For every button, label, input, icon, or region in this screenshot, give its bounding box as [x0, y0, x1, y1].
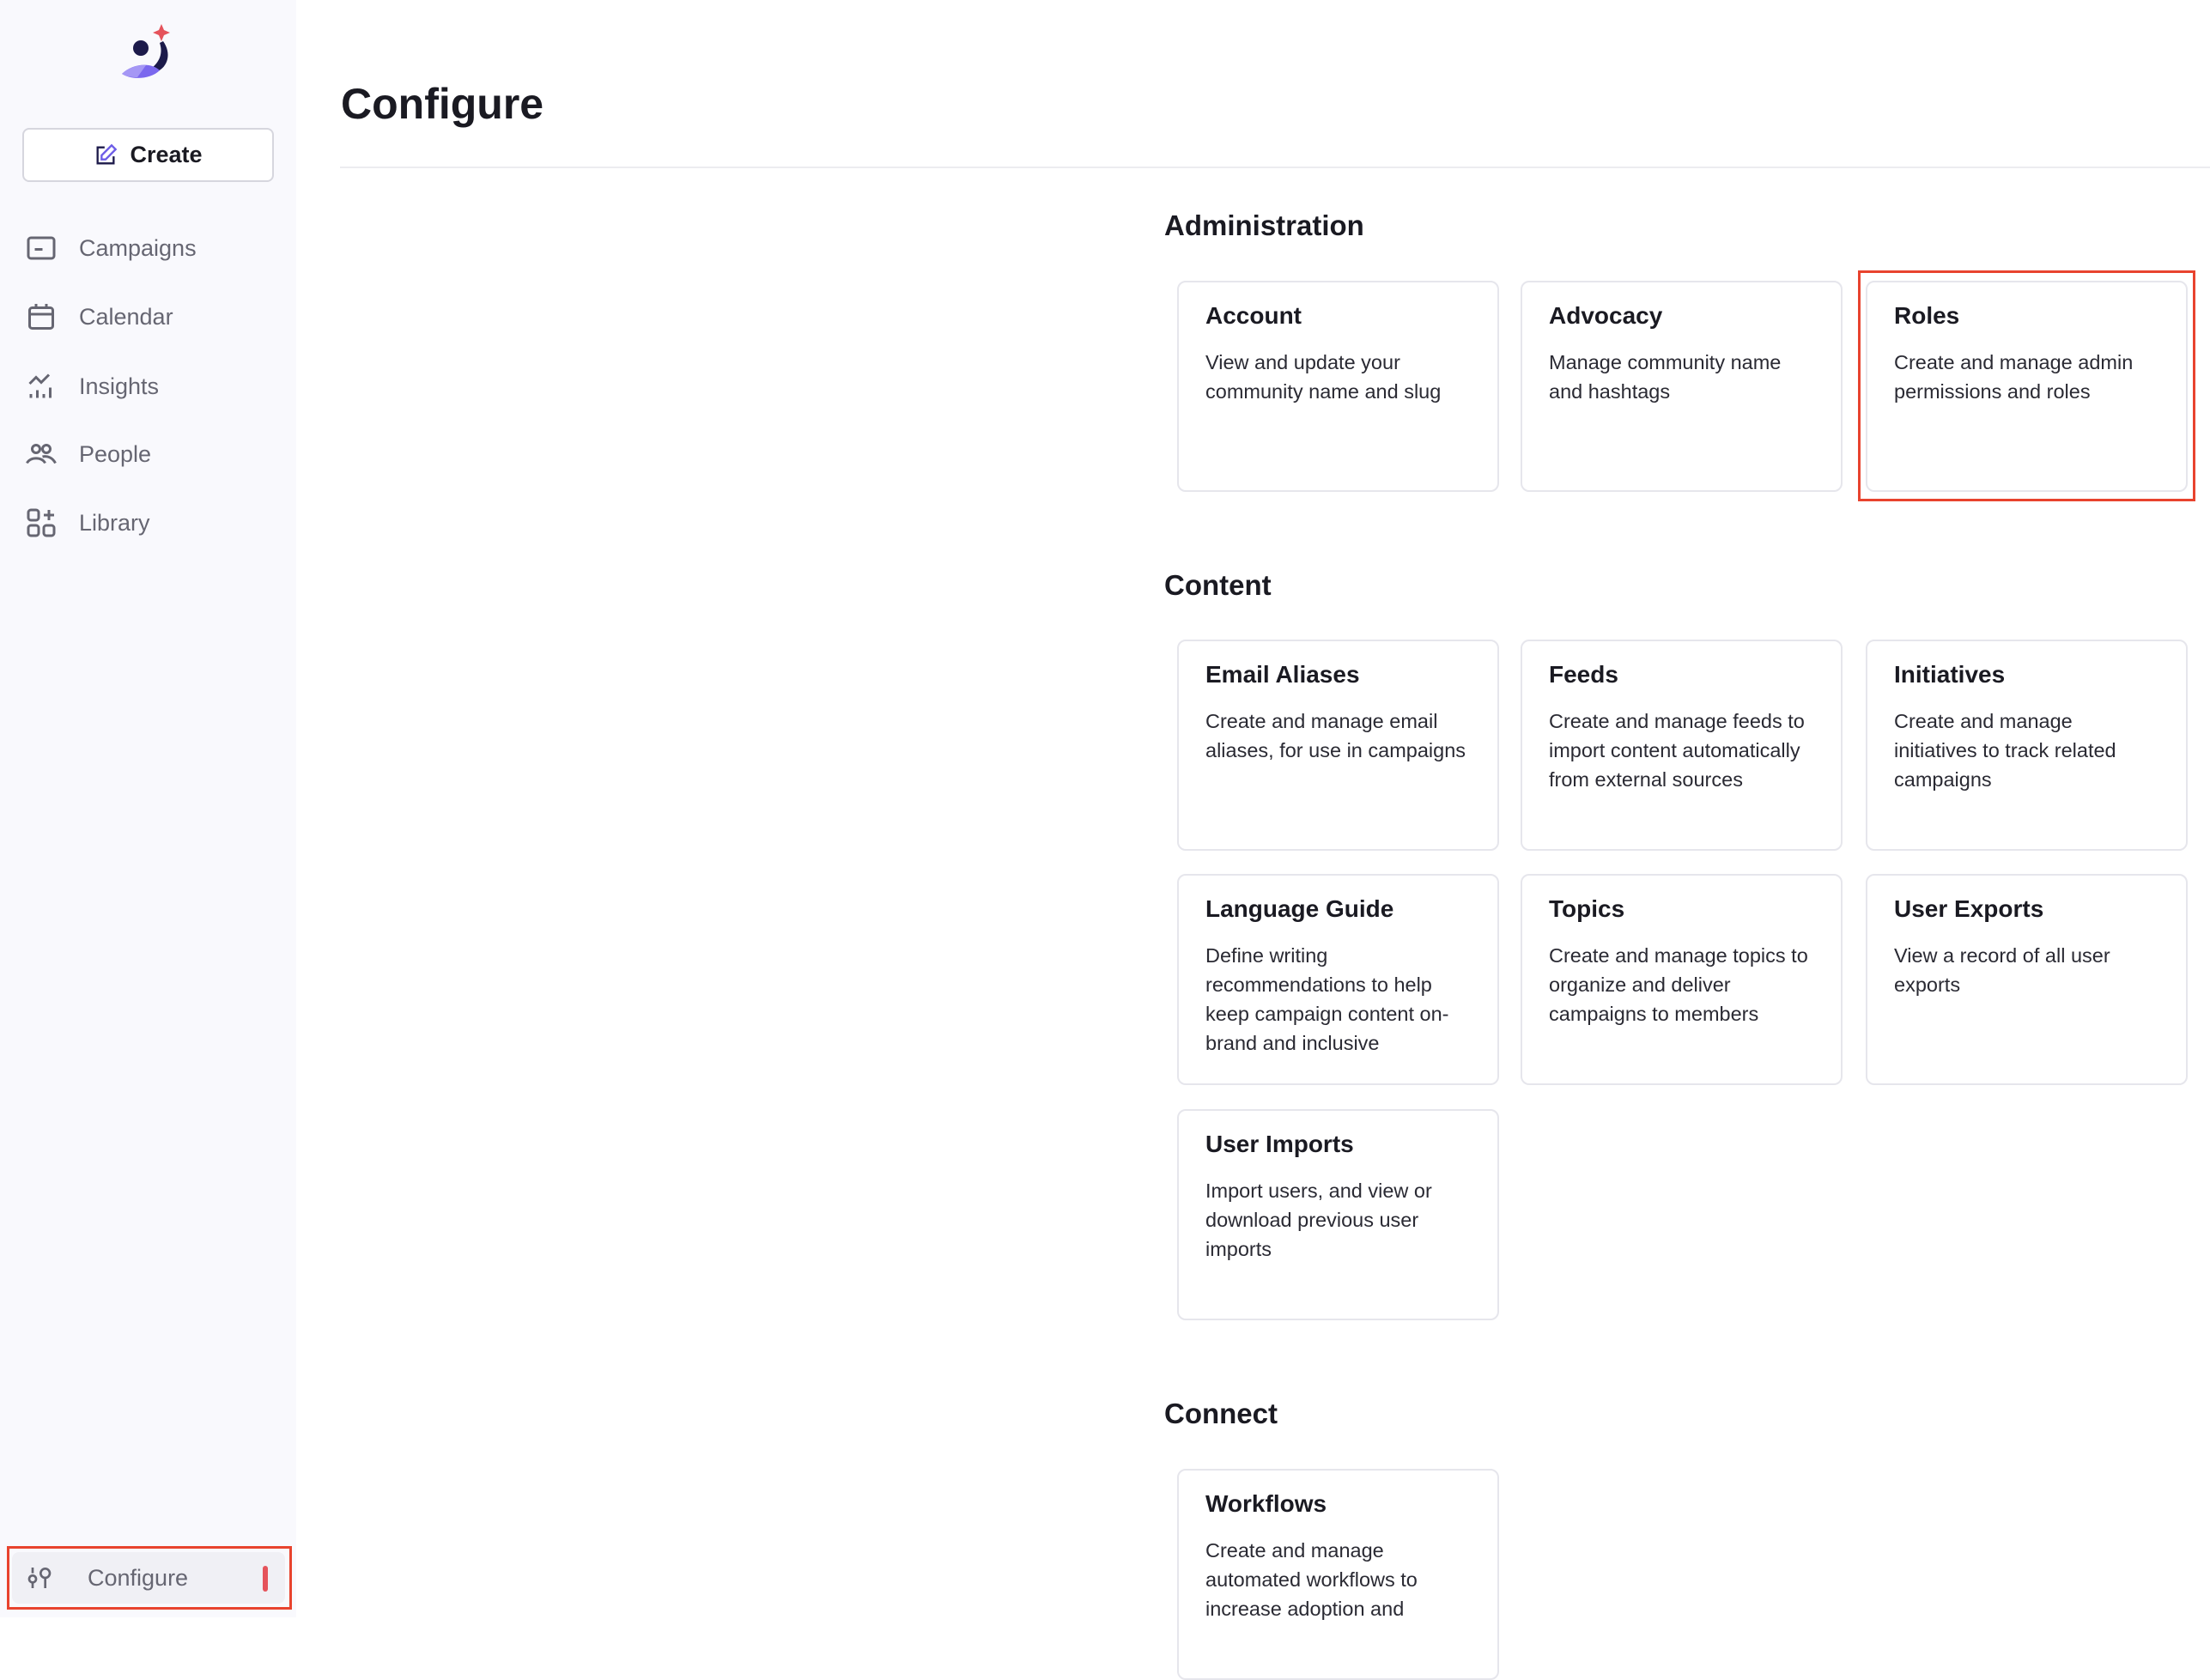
sidebar-item-label: Calendar: [79, 303, 173, 330]
sidebar-item-label: Library: [79, 509, 150, 536]
card-initiatives[interactable]: [1866, 640, 2188, 851]
create-label: Create: [130, 142, 203, 167]
card-title: User Exports: [1894, 895, 2044, 922]
card-workflows[interactable]: [1177, 1469, 1499, 1680]
divider: [340, 167, 2210, 168]
card-description: Define writing recommendations to help keep campaign content on-brand and inclusive: [1205, 944, 1449, 1054]
campaigns-icon: [26, 233, 57, 264]
sidebar-item-campaigns[interactable]: [26, 227, 197, 270]
card-description: View a record of all user exports: [1894, 944, 2110, 996]
card-description: Create and manage email aliases, for use in campaigns: [1205, 710, 1466, 761]
card-user-exports[interactable]: [1866, 874, 2188, 1085]
card-account[interactable]: [1177, 281, 1499, 492]
card-title: Feeds: [1549, 661, 1618, 688]
card-title: Roles: [1894, 302, 1960, 329]
sidebar-item-label: Configure: [88, 1564, 189, 1591]
page-title: Configure: [341, 80, 544, 128]
card-user-imports[interactable]: [1177, 1109, 1499, 1320]
calendar-icon: [26, 301, 57, 332]
card-description: Create and manage topics to organize and deliver campaigns to members: [1549, 944, 1808, 1025]
create-button[interactable]: [22, 128, 274, 182]
card-description: Create and manage feeds to import content automatically from external sources: [1549, 710, 1805, 791]
section-title: Administration: [1164, 209, 1364, 241]
section-title: Content: [1164, 569, 1272, 601]
card-title: Advocacy: [1549, 302, 1663, 329]
highlight-box: [1858, 270, 2195, 501]
sidebar-item-label: Campaigns: [79, 234, 197, 261]
card-description: View and update your community name and slug: [1205, 351, 1442, 403]
card-description: Create and manage admin permissions and roles: [1894, 351, 2134, 403]
card-title: Email Aliases: [1205, 661, 1360, 688]
card-title: Language Guide: [1205, 895, 1394, 922]
sidebar-item-library[interactable]: [26, 501, 150, 544]
sidebar-item-insights[interactable]: [26, 365, 159, 408]
card-language-guide[interactable]: [1177, 874, 1499, 1085]
sidebar: [0, 0, 296, 1617]
sidebar-item-label: Insights: [79, 373, 160, 399]
insights-icon: [26, 371, 57, 402]
highlight-box: [7, 1546, 292, 1610]
sidebar-item-calendar[interactable]: [26, 295, 173, 338]
card-title: Initiatives: [1894, 661, 2006, 688]
card-description: Create and manage initiatives to track related campaigns: [1894, 710, 2116, 791]
app-logo[interactable]: [120, 22, 177, 81]
card-title: Topics: [1549, 895, 1625, 922]
section-title: Connect: [1164, 1398, 1278, 1429]
card-feeds[interactable]: [1521, 640, 1843, 851]
card-title: Workflows: [1205, 1490, 1327, 1517]
card-description: Manage community name and hashtags: [1549, 351, 1782, 403]
card-description: Create and manage automated workflows to increase adoption and: [1205, 1539, 1418, 1620]
library-icon: [26, 507, 57, 538]
people-icon: [26, 439, 57, 470]
sidebar-item-people[interactable]: [26, 433, 151, 476]
card-title: Account: [1205, 302, 1302, 329]
card-description: Import users, and view or download previous user imports: [1205, 1180, 1432, 1260]
card-title: User Imports: [1205, 1131, 1354, 1157]
card-topics[interactable]: [1521, 874, 1843, 1085]
sidebar-item-label: People: [79, 440, 152, 467]
card-email-aliases[interactable]: [1177, 640, 1499, 851]
card-advocacy[interactable]: [1521, 281, 1843, 492]
edit-icon: [94, 143, 118, 167]
